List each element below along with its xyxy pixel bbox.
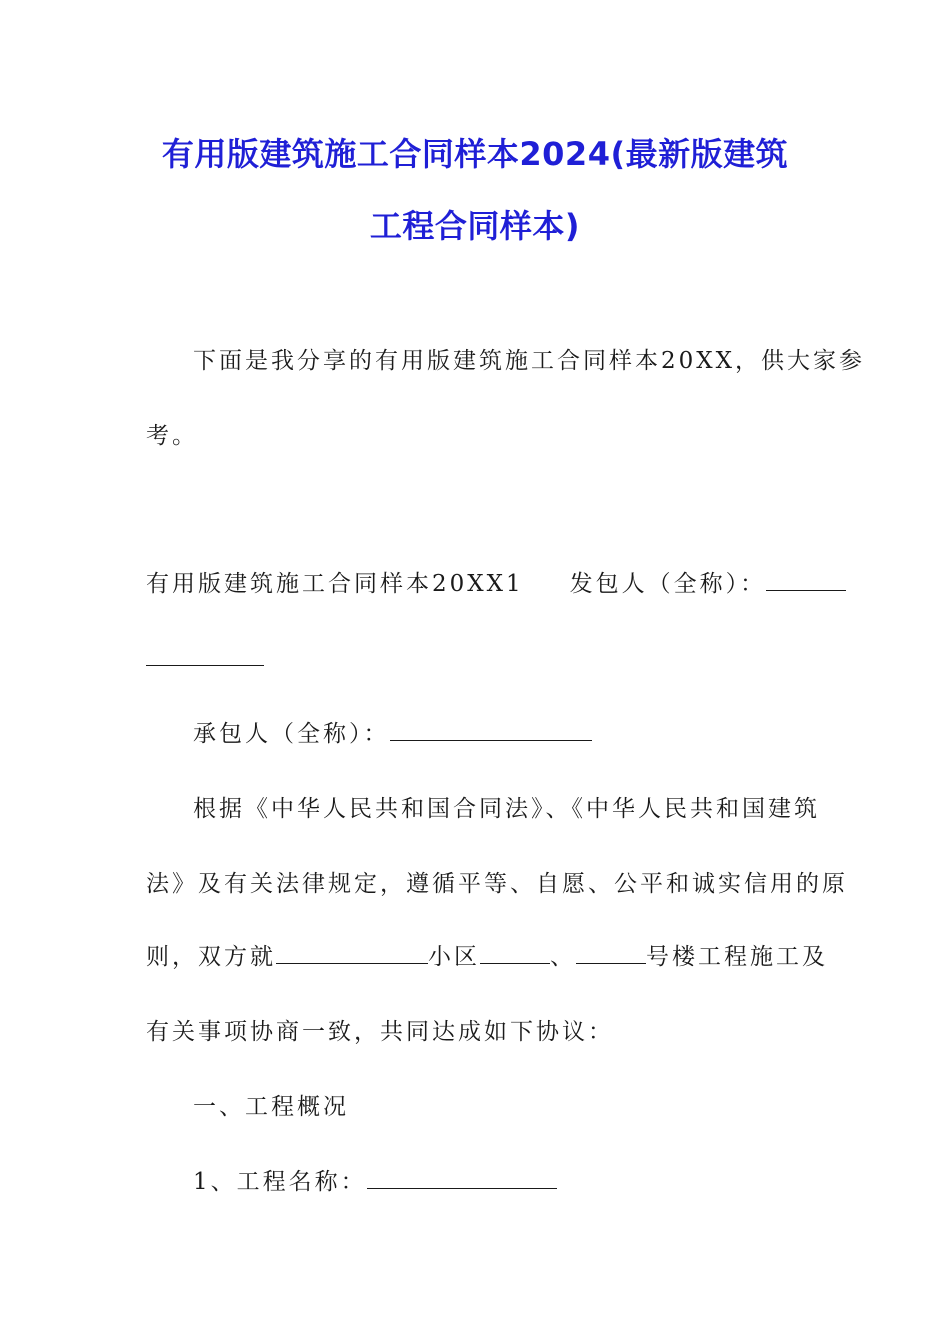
project-name-blank [367,1170,557,1189]
document-title-line-2: 工程合同样本) [369,207,581,245]
intro-line-2: 考。 [146,423,198,449]
employer-blank-continued-line [146,644,264,674]
contract-heading-line [146,569,846,599]
basis-line-2: 法》及有关法律规定，遵循平等、自愿、公平和诚实信用的原 [146,871,848,897]
basis-line-1: 根据《中华人民共和国合同法》、《中华人民共和国建筑 [193,796,820,822]
item-1-line [193,1167,557,1197]
document-title-line-1: 有用版建筑施工合同样本2024(最新版建筑 [161,135,789,173]
section-1-heading: 一、工程概况 [193,1094,349,1120]
intro-line-1: 下面是我分享的有用版建筑施工合同样本20XX，供大家参 [193,348,866,374]
basis-line-3-part-d: 号楼工程施工及 [646,944,828,970]
contractor-blank [390,722,592,741]
item-1-label: 1、工程名称： [193,1169,367,1195]
building-blank-1 [480,945,550,964]
basis-line-4: 有关事项协商一致，共同达成如下协议： [146,1019,614,1045]
contract-heading: 有用版建筑施工合同样本20XX1 [146,571,524,597]
employer-blank [766,572,846,591]
contractor-line [193,719,592,749]
community-blank [276,945,428,964]
basis-line-3-part-a: 则，双方就 [146,944,276,970]
employer-label: 发包人（全称）： [569,571,767,597]
contractor-label: 承包人（全称）： [193,721,390,747]
basis-line-3 [146,942,828,972]
building-blank-2 [576,945,646,964]
basis-line-3-part-c: 、 [550,944,576,970]
employer-blank-continued [146,647,264,666]
basis-line-3-part-b: 小区 [428,944,480,970]
